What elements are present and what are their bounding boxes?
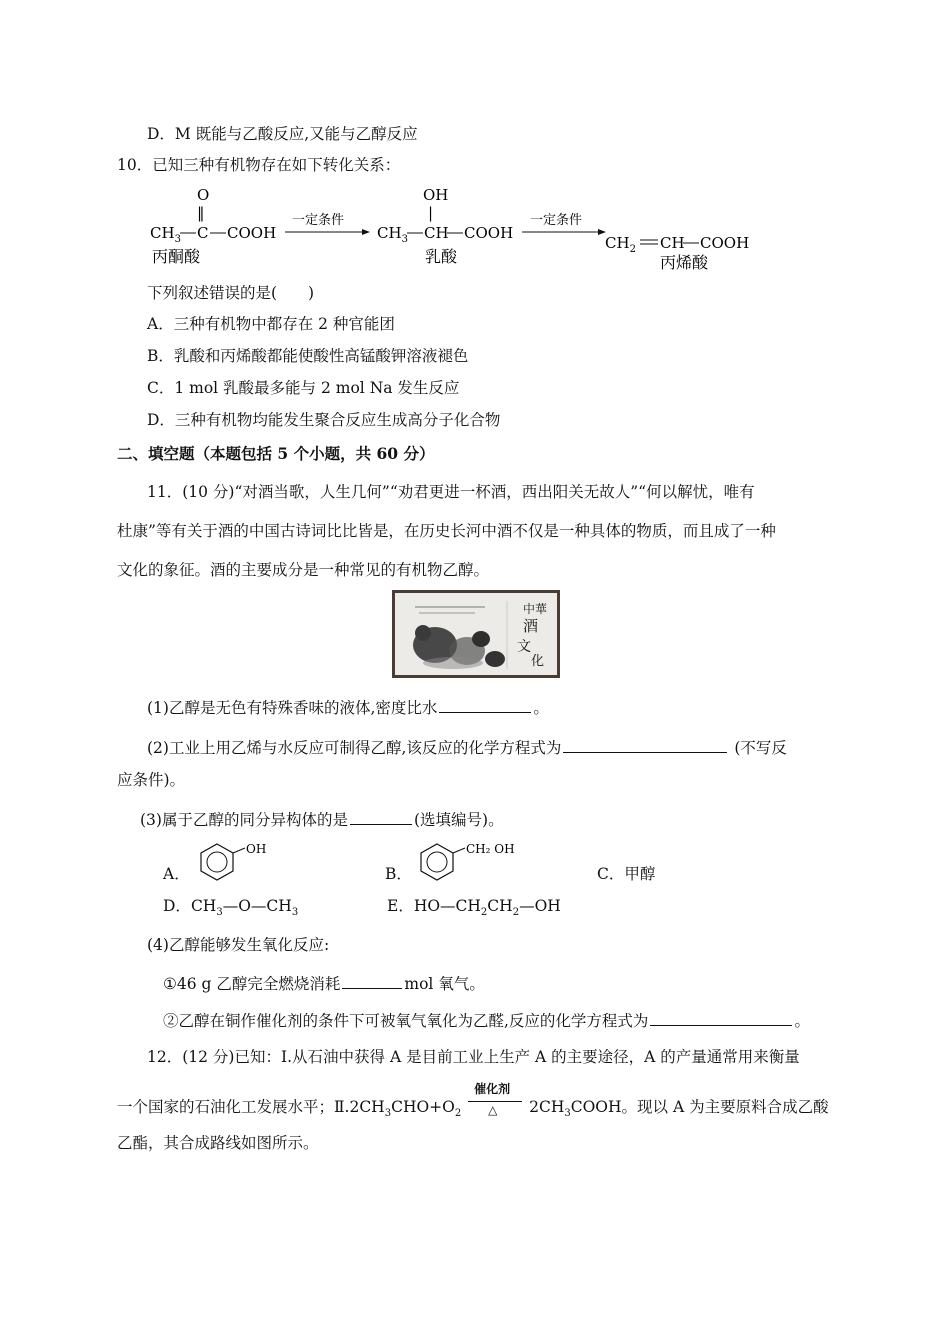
catalyst-arrow xyxy=(466,1082,524,1117)
hydroxyl-oh: OH xyxy=(423,186,449,204)
q11-part-2: (2)工业上用乙烯与水反应可制得乙醇,该反应的化学方程式为 (不写反 xyxy=(147,739,787,757)
benzyl-alcohol-structure xyxy=(415,838,525,888)
svg-text:CH3 xyxy=(377,224,408,245)
q11-intro-1: 11．(10 分)“对酒当歌，人生几何”“劝君更进一杯酒，西出阳关无故人”“何以解忧，唯有 xyxy=(147,483,755,501)
image-title-1: 中華 xyxy=(523,602,548,616)
sub3-b: 3 xyxy=(401,234,408,245)
ch2: CH xyxy=(605,234,630,252)
wine-culture-image xyxy=(392,590,560,678)
ch3-b: CH xyxy=(377,224,402,242)
section-title: 二、填空题（本题包括 5 个小题，共 60 分） xyxy=(117,444,435,463)
q10-option-a: A．三种有机物中都存在 2 种官能团 xyxy=(147,315,395,333)
image-title-2: 酒 xyxy=(523,617,539,635)
ch3-a: CH xyxy=(150,224,175,242)
q10-option-b: B．乳酸和丙烯酸都能使酸性高锰酸钾溶液褪色 xyxy=(147,347,469,365)
cooh-3: COOH xyxy=(700,234,750,252)
q11-option-a-label: A． xyxy=(163,865,190,883)
sub3-a: 3 xyxy=(174,234,181,245)
svg-text:CH2 xyxy=(605,234,636,255)
answer-blank-3[interactable] xyxy=(350,809,412,825)
q11-part-1: (1)乙醇是无色有特殊香味的液体,密度比水 。 xyxy=(147,699,549,717)
answer-blank-1[interactable] xyxy=(439,697,531,713)
q10-stem: 10．已知三种有机物存在如下转化关系： xyxy=(117,156,401,174)
svg-text:CH3 xyxy=(150,224,181,245)
q11-intro-3: 文化的象征。酒的主要成分是一种常见的有机物乙醇。 xyxy=(117,561,490,579)
name-acrylic: 丙烯酸 xyxy=(660,253,709,272)
phenol-structure xyxy=(195,838,275,888)
q11-part-2-cont: 应条件)。 xyxy=(117,771,186,789)
double-bond: ‖ xyxy=(197,204,205,222)
answer-blank-4[interactable] xyxy=(342,973,402,989)
heat-symbol: △ xyxy=(488,1103,498,1117)
name-lactic: 乳酸 xyxy=(425,247,458,266)
q11-option-c: C．甲醇 xyxy=(597,865,656,883)
ch-lactic: CH xyxy=(424,224,449,242)
ink-painting xyxy=(395,593,557,675)
q12-line-2: 一个国家的石油化工发展水平；$Ⅱ.2CH_3CHO+O_2$ 催化剂 △ $2CH_3COOH$。现以 A 为主要原料合成乙酸 xyxy=(117,1097,829,1117)
ch-acrylic: CH xyxy=(660,234,685,252)
q11-part-4-1: ①46 g 乙醇完全燃烧消耗 mol 氧气。 xyxy=(163,975,485,993)
q11-part-3: (3)属于乙醇的同分异构体的是 (选填编号)。 xyxy=(140,811,504,829)
cooh-2: COOH xyxy=(464,224,514,242)
answer-blank-2[interactable] xyxy=(563,737,727,753)
phenol-oh: OH xyxy=(246,842,267,856)
catalyst-label: 催化剂 xyxy=(474,1082,511,1096)
q12-line-1: 12．(12 分)已知：Ⅰ.从石油中获得 A 是目前工业上生产 A 的主要途径，A 的产量通常用来衡量 xyxy=(147,1048,800,1066)
q10-option-c: C．1 mol 乳酸最多能与 2 mol Na 发生反应 xyxy=(147,379,460,397)
image-title-4: 化 xyxy=(531,654,545,669)
q11-intro-2: 杜康”等有关于酒的中国古诗词比比皆是，在历史长河中酒不仅是一种具体的物质，而且成了一种 xyxy=(117,522,776,540)
q11-part-4-2: ②乙醇在铜作催化剂的条件下可被氧气氧化为乙醛,反应的化学方程式为 。 xyxy=(163,1012,810,1030)
q9-option-d: D．M 既能与乙酸反应,又能与乙醇反应 xyxy=(147,125,418,143)
cooh-1: COOH xyxy=(227,224,277,242)
q11-option-e: E．$HO—CH_2CH_2—OH$ xyxy=(387,897,561,919)
condition-2: 一定条件 xyxy=(530,213,583,228)
sub2: 2 xyxy=(629,244,636,255)
q10-reaction-scheme xyxy=(140,180,780,275)
ketone-o: O xyxy=(197,186,210,204)
carbonyl-c: C xyxy=(197,224,209,242)
q11-option-b-label: B． xyxy=(385,865,412,883)
q11-part-4: (4)乙醇能够发生氧化反应: xyxy=(147,936,330,954)
q10-option-d: D．三种有机物均能发生聚合反应生成高分子化合物 xyxy=(147,411,501,429)
answer-blank-5[interactable] xyxy=(650,1010,792,1026)
q10-question: 下列叙述错误的是( ) xyxy=(147,284,315,302)
q11-option-d: D．$CH_3—O—CH_3$ xyxy=(163,897,299,919)
single-bond: | xyxy=(428,204,434,222)
benzyl-ch2oh: CH₂ OH xyxy=(466,842,515,856)
image-title-3: 文 xyxy=(517,639,531,655)
condition-1: 一定条件 xyxy=(292,213,345,228)
q12-line-3: 乙酯，其合成路线如图所示。 xyxy=(117,1134,319,1152)
name-pyruvic: 丙酮酸 xyxy=(152,247,201,266)
